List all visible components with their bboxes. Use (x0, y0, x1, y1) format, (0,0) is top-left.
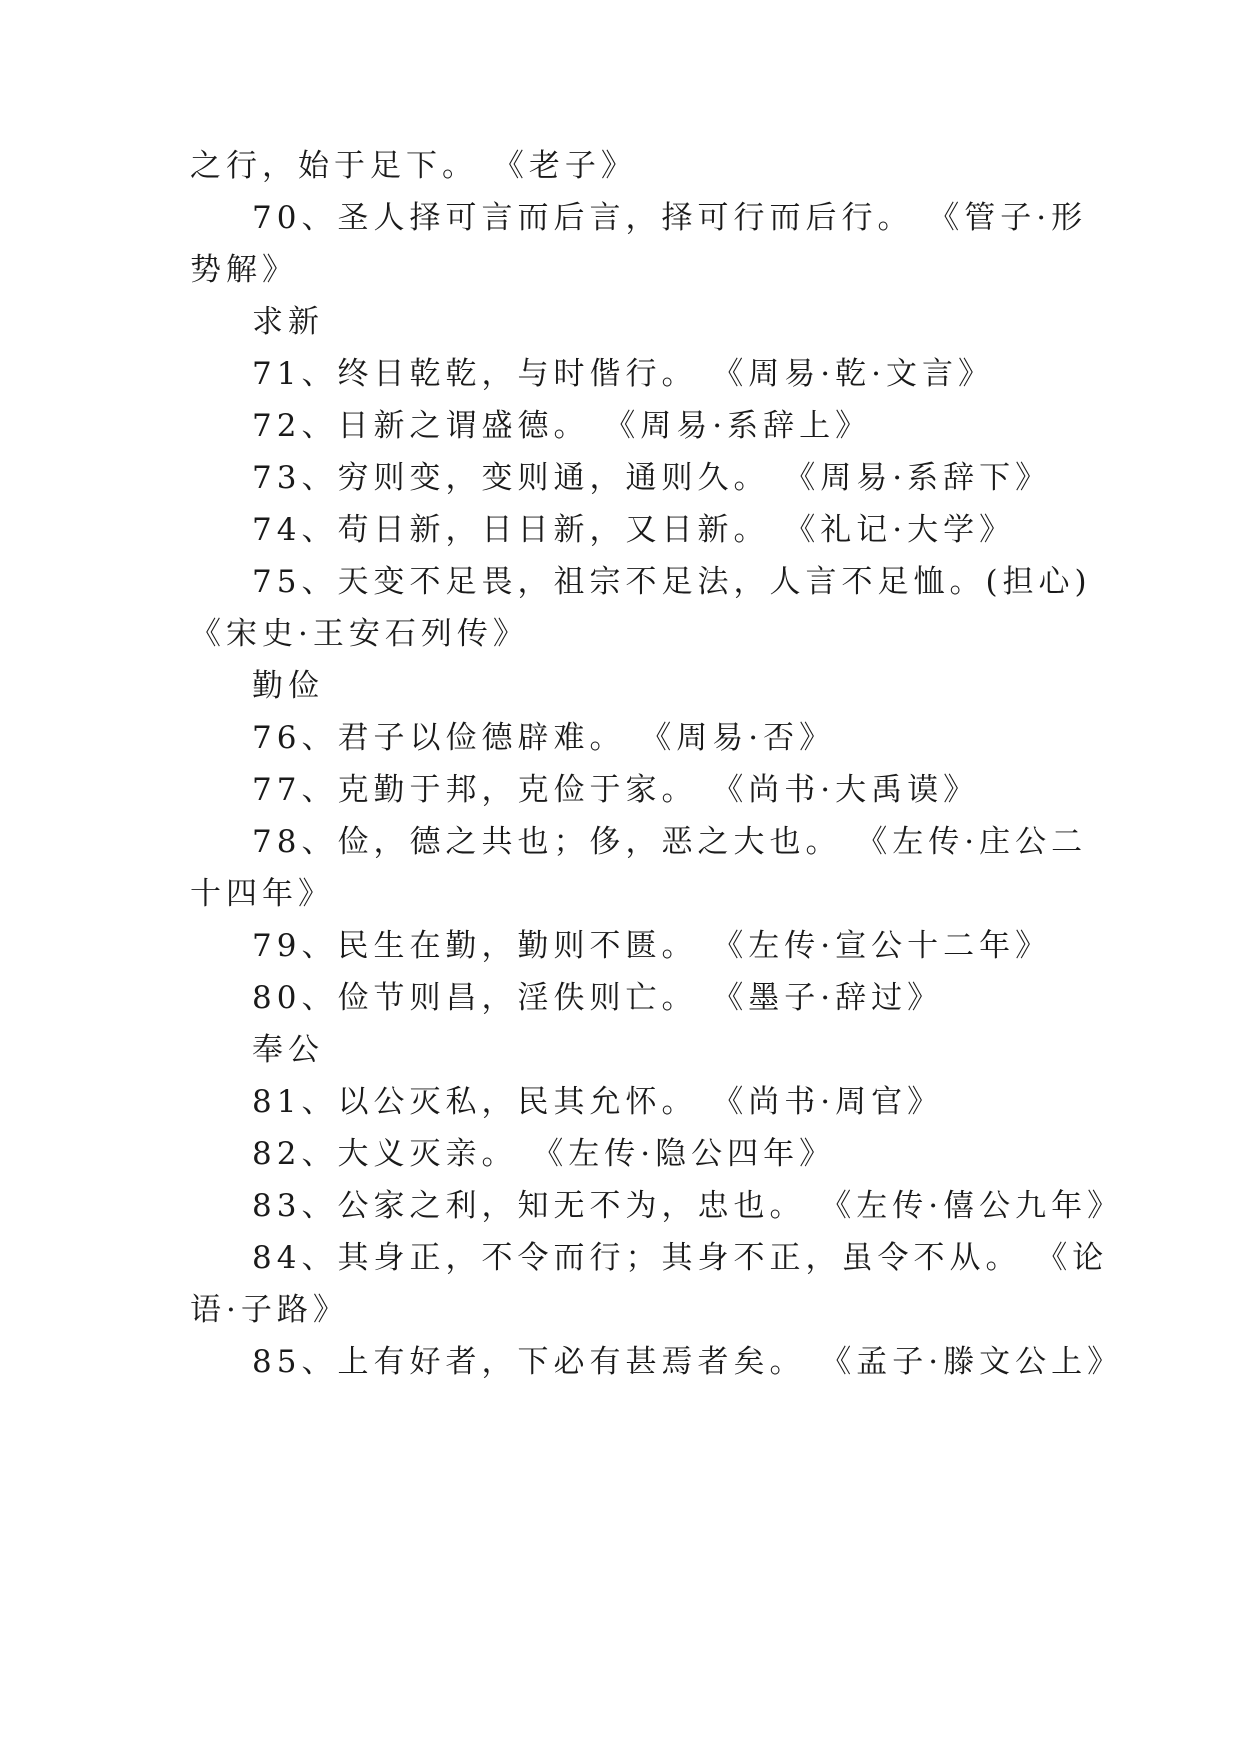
quote-78-line: 78、俭，德之共也；侈，恶之大也。 《左传·庄公二 (252, 824, 1088, 860)
quote-74-line: 74、苟日新，日日新，又日新。 《礼记·大学》 (252, 512, 1016, 548)
quote-82-line: 82、大义灭亲。 《左传·隐公四年》 (252, 1136, 836, 1172)
quote-71-line: 71、终日乾乾，与时偕行。 《周易·乾·文言》 (252, 356, 995, 392)
text-line: 势解》 (190, 252, 298, 288)
quote-75-line: 75、天变不足畏，祖宗不足法，人言不足恤。(担心) (252, 564, 1092, 600)
quote-80-line: 80、俭节则昌，淫佚则亡。 《墨子·辞过》 (252, 980, 944, 1016)
quote-77-line: 77、克勤于邦，克俭于家。 《尚书·大禹谟》 (252, 772, 980, 808)
quote-84-line: 84、其身正，不令而行；其身不正，虽令不从。 《论 (252, 1240, 1109, 1276)
section-heading-qiuxin: 求新 (252, 304, 324, 340)
section-heading-qinjian: 勤俭 (252, 668, 324, 704)
quote-73-line: 73、穷则变，变则通，通则久。 《周易·系辞下》 (252, 460, 1052, 496)
section-heading-fenggong: 奉公 (252, 1032, 324, 1068)
quote-83-line: 83、公家之利，知无不为，忠也。 《左传·僖公九年》 (252, 1188, 1124, 1224)
quote-79-line: 79、民生在勤，勤则不匮。 《左传·宣公十二年》 (252, 928, 1052, 964)
quote-81-line: 81、以公灭私，民其允怀。 《尚书·周官》 (252, 1084, 944, 1120)
quote-70-line: 70、圣人择可言而后言，择可行而后行。 《管子·形 (252, 200, 1088, 236)
quote-72-line: 72、日新之谓盛德。 《周易·系辞上》 (252, 408, 872, 444)
text-line: 十四年》 (190, 876, 334, 912)
text-line: 语·子路》 (190, 1292, 349, 1328)
quote-76-line: 76、君子以俭德辟难。 《周易·否》 (252, 720, 836, 756)
text-line: 《宋史·王安石列传》 (190, 616, 529, 652)
text-line: 之行，始于足下。 《老子》 (190, 148, 637, 184)
quote-85-line: 85、上有好者，下必有甚焉者矣。 《孟子·滕文公上》 (252, 1344, 1124, 1380)
